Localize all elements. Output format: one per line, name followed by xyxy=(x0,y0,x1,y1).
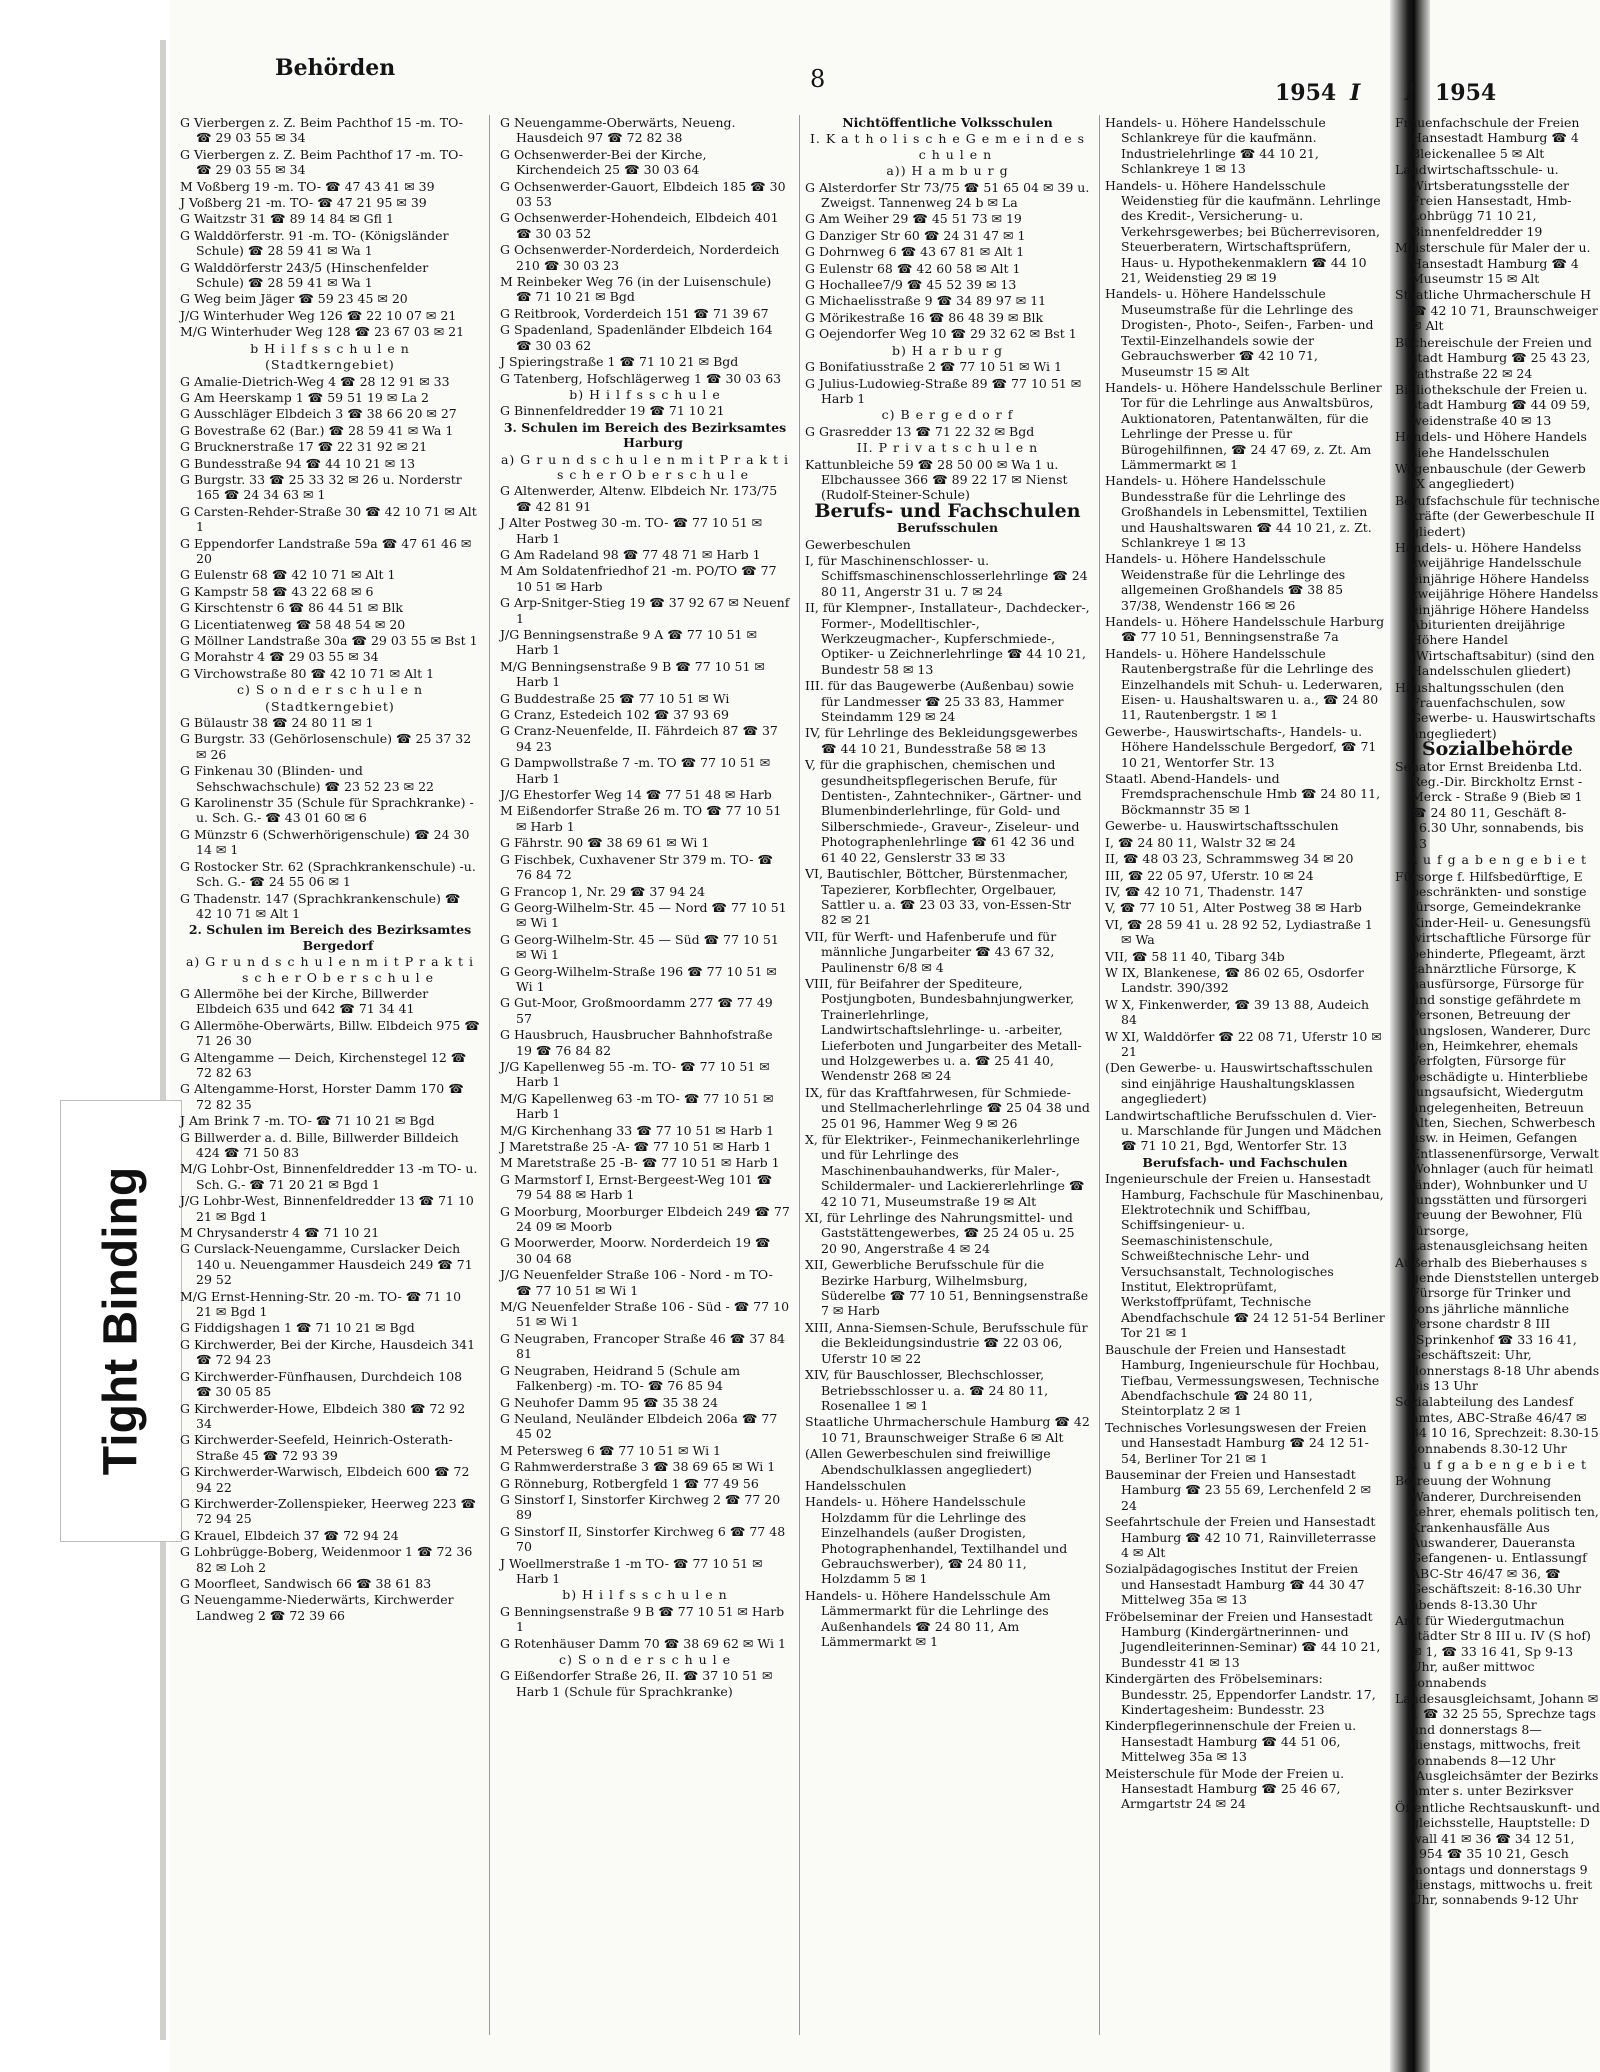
directory-entry: Handels- und Höhere Handels siehe Handelsschulen xyxy=(1395,429,1587,460)
directory-entry: G Dohrnweg 6 ☎ 43 67 81 ✉ Alt 1 xyxy=(805,244,1025,260)
directory-entry: G Möllner Landstraße 30a ☎ 29 03 55 ✉ Bst 1 xyxy=(180,633,478,648)
directory-entry: G Alsterdorfer Str 73/75 ☎ 51 65 04 ✉ 39 u. Zweigst. Tannenweg 24 b ✉ La xyxy=(805,179,1090,211)
directory-entry: Sozialbehörde xyxy=(1421,738,1574,761)
directory-entry: II. P r i v a t s c h u l e n xyxy=(856,440,1039,456)
directory-entry: G Grasredder 13 ☎ 71 22 32 ✉ Bgd xyxy=(805,423,1035,439)
directory-entry: VI, Bautischler, Böttcher, Bürstenmacher, Tapezierer, Korbflechter, Orgelbauer, Sattler u. a. ☎ 23 03 33, von-Essen-Str 82 ✉ 21 xyxy=(805,866,1072,928)
directory-entry: Landwirtschaftliche Berufsschulen d. Vier- u. Marschlande für Jungen und Mädchen ☎ 71 10 21, Bgd, Wentorfer Str. 13 xyxy=(1105,1107,1382,1154)
directory-entry: G Waitzstr 31 ☎ 89 14 84 ✉ Gfl 1 xyxy=(180,211,394,227)
directory-entry: G Reitbrook, Vorderdeich 151 ☎ 71 39 67 xyxy=(500,305,769,321)
directory-entry: W XI, Walddörfer ☎ 22 08 71, Uferstr 10 ✉ 21 xyxy=(1105,1028,1382,1059)
directory-entry: G Marmstorf I, Ernst-Bergeest-Weg 101 ☎ 79 54 88 ✉ Harb 1 xyxy=(500,1171,773,1203)
directory-entry: b) H a r b u r g xyxy=(891,342,1004,358)
directory-entry: II, ☎ 48 03 23, Schrammsweg 34 ✉ 20 xyxy=(1105,851,1354,867)
directory-entry: G Mörikestraße 16 ☎ 86 48 39 ✉ Blk xyxy=(805,309,1044,325)
directory-entry: Kinderpflegerinnenschule der Freien u. Hansestadt Hamburg ☎ 44 51 06, Mittelweg 35a ✉ 13 xyxy=(1105,1718,1357,1765)
directory-entry: G Moorwerder, Moorw. Norderdeich 19 ☎ 30 04 68 xyxy=(500,1235,771,1266)
directory-entry: J/G Neuenfelder Straße 106 - Nord - m TO- ☎ 77 10 51 ✉ Wi 1 xyxy=(500,1267,773,1298)
directory-entry: b) H i l f s s c h u l e n xyxy=(562,1587,728,1603)
left-margin xyxy=(0,0,170,2072)
directory-entry: b H i l f s s c h u l e n xyxy=(250,340,410,356)
directory-entry: G Ochsenwerder-Hohendeich, Elbdeich 401 ☎ 30 03 52 xyxy=(500,210,779,241)
directory-entry: G Hochallee7/9 ☎ 45 52 39 ✉ 13 xyxy=(805,277,1017,293)
directory-entry: G Licentiatenweg ☎ 58 48 54 ✉ 20 xyxy=(180,616,406,632)
directory-entry: Handels- u. Höhere Handelsschule Berliner Tor für die Lehrlinge aus Anwaltsbüros, Auktionatoren, Patentanwälten, für die Lehrlinge der Presse u. für Bürogehilfinnen, ☎ 24 47 69, z. Zt. Am Lämmermarkt ✉ 1 xyxy=(1105,379,1382,472)
directory-entry: G Am Weiher 29 ☎ 45 51 73 ✉ 19 xyxy=(805,211,1022,227)
directory-entry: Handels- u. Höhere Handelsschule Am Lämmermarkt für die Lehrlinge des Außenhandels ☎ 24 80 11, Am Lämmermarkt ✉ 1 xyxy=(805,1587,1051,1649)
directory-entry: G Georg-Wilhelm-Str. 45 — Süd ☎ 77 10 51 ✉ Wi 1 xyxy=(500,931,779,963)
column-1 xyxy=(180,115,480,1624)
directory-entry: Staatl. Abend-Handels- und Fremdsprachenschule Hmb ☎ 24 80 11, Böckmannstr 35 ✉ 1 xyxy=(1105,771,1381,817)
directory-entry: Technisches Vorlesungswesen der Freien und Hansestadt Hamburg ☎ 24 12 51-54, Berliner Tor 21 ✉ 1 xyxy=(1105,1419,1369,1466)
tight-binding-label xyxy=(60,1100,182,1542)
directory-entry: G Rönneburg, Rotbergfeld 1 ☎ 77 49 56 xyxy=(500,1475,759,1491)
directory-entry: Handels- u. Höhere Handelss zweijährige Handelsschule einjährige Höhere Handelss zweijährige Höhere Handelss einjährige Höhere Handelss Abiturienten dreijährige Höhere Handel (Wirtschaftsabitur) (sind den Handelsschulen gliedert) xyxy=(1395,539,1599,679)
directory-entry: G Hausbruch, Hausbrucher Bahnhofstraße 19 ☎ 76 84 82 xyxy=(500,1027,773,1058)
directory-entry: Frauenfachschule der Freien Hansestadt Hamburg ☎ 4 Bleickenallee 5 ✉ Alt xyxy=(1395,115,1580,161)
directory-entry: G Kirchwerder-Warwisch, Elbdeich 600 ☎ 72 94 22 xyxy=(180,1464,470,1495)
directory-entry: VI, ☎ 28 59 41 u. 28 92 52, Lydiastraße 1 ✉ Wa xyxy=(1105,916,1373,948)
directory-entry: J/G Winterhuder Weg 126 ☎ 22 10 07 ✉ 21 xyxy=(180,307,457,323)
column-4 xyxy=(1105,115,1385,1813)
directory-entry: Öffentliche Rechtsauskunft- und gleichsstelle, Hauptstelle: D wall 41 ✉ 36 ☎ 34 12 51, 1954 ☎ 35 10 21, Gesch montags und donnerstags 9 dienstags, mittwochs u. freit Uhr, sonnabends 9-12 Uhr xyxy=(1395,1799,1600,1908)
directory-entry: G Danziger Str 60 ☎ 24 31 47 ✉ 1 xyxy=(805,227,1026,243)
directory-entry: Betreuung der Wohnung Wanderer, Durchreisenden kehrer, ehemals politisch ten, Krankenhausfälle Aus Auswanderer, Daueransta Gefangenen- u. Entlassungf ABC-Str 46/47 ✉ 36, ☎ Geschäftszeit: 8-16.30 Uhr abends 8-13.30 Uhr xyxy=(1395,1473,1599,1612)
directory-entry: G Allermöhe-Oberwärts, Billw. Elbdeich 975 ☎ 71 26 30 xyxy=(180,1017,480,1049)
directory-entry: M/G Kirchenhang 33 ☎ 77 10 51 ✉ Harb 1 xyxy=(500,1122,775,1138)
directory-entry: G Rostocker Str. 62 (Sprachkrankenschule) -u. Sch. G.- ☎ 24 55 06 ✉ 1 xyxy=(180,858,476,890)
directory-entry: V, ☎ 77 10 51, Alter Postweg 38 ✉ Harb xyxy=(1105,900,1362,916)
directory-entry: G Gut-Moor, Großmoordamm 277 ☎ 77 49 57 xyxy=(500,995,773,1026)
directory-entry: M/G Neuenfelder Straße 106 - Süd - ☎ 77 10 51 ✉ Wi 1 xyxy=(500,1299,790,1330)
directory-entry: Nichtöffentliche Volksschulen xyxy=(842,115,1053,130)
year-label: 1954 xyxy=(1275,80,1337,106)
directory-entry: Büchereischule der Freien und stadt Hamburg ☎ 25 43 23, rathstraße 22 ✉ 24 xyxy=(1395,334,1592,381)
directory-entry: G Eulenstr 68 ☎ 42 60 58 ✉ Alt 1 xyxy=(805,260,1021,276)
facing-section-mark: I xyxy=(1405,80,1416,106)
directory-entry: W X, Finkenwerder, ☎ 39 13 88, Audeich 84 xyxy=(1105,996,1370,1028)
directory-entry: G Bovestraße 62 (Bar.) ☎ 28 59 41 ✉ Wa 1 xyxy=(180,422,454,438)
directory-entry: I. K a t h o l i s c h e G e m e i n d e s c h u l e n xyxy=(809,131,1086,162)
directory-entry: 2. Schulen im Bereich des Bezirksamtes Bergedorf xyxy=(188,922,472,953)
directory-entry: XIV, für Bauschlosser, Blechschlosser, Betriebsschlosser u. a. ☎ 24 80 11, Rosenallee 1 ✉ 1 xyxy=(805,1367,1049,1413)
directory-entry: G Rotenhäuser Damm 70 ☎ 38 69 62 ✉ Wi 1 xyxy=(500,1635,786,1651)
page-edge xyxy=(160,40,166,2040)
directory-entry: IV, für Lehrlinge des Bekleidungsgewerbes ☎ 44 10 21, Bundesstraße 58 ✉ 13 xyxy=(805,725,1078,756)
directory-entry: G Curslack-Neuengamme, Curslacker Deich 140 u. Neuengammer Hausdeich 249 ☎ 71 29 52 xyxy=(180,1241,473,1288)
directory-entry: G Vierbergen z. Z. Beim Pachthof 15 -m. TO- ☎ 29 03 55 ✉ 34 xyxy=(180,115,464,146)
directory-entry: G Altengamme — Deich, Kirchenstegel 12 ☎ 72 82 63 xyxy=(180,1049,467,1080)
directory-entry: Bauseminar der Freien und Hansestadt Hamburg ☎ 23 55 69, Lerchenfeld 2 ✉ 24 xyxy=(1105,1466,1371,1513)
directory-entry: XI, für Lehrlinge des Nahrungsmittel- und Gaststättengewerbes, ☎ 25 24 05 u. 25 20 90, Angerstraße 4 ✉ 24 xyxy=(805,1210,1075,1256)
directory-entry: Handels- u. Höhere Handelsschule Museumstraße für die Lehrlinge des Drogisten-, Photo-, Seifen-, Farben- und Textil-Einzelhandels sowie der Gebrauchswerber ☎ 42 10 71, Museumstr 15 ✉ Alt xyxy=(1105,286,1374,379)
directory-entry: c) S o n d e r s c h u l e xyxy=(559,1652,731,1667)
directory-entry: G Allermöhe bei der Kirche, Billwerder Elbdeich 635 und 642 ☎ 71 34 41 xyxy=(180,985,429,1017)
directory-entry: G Fischbek, Cuxhavener Str 379 m. TO- ☎ 76 84 72 xyxy=(500,851,774,883)
directory-entry: G Dampwollstraße 7 -m. TO ☎ 77 10 51 ✉ Harb 1 xyxy=(500,755,771,786)
directory-entry: M Maretstraße 25 -B- ☎ 77 10 51 ✉ Harb 1 xyxy=(500,1155,780,1171)
directory-entry: G Morahstr 4 ☎ 29 03 55 ✉ 34 xyxy=(180,649,379,665)
directory-entry: I, ☎ 24 80 11, Walstr 32 ✉ 24 xyxy=(1105,834,1296,850)
directory-entry: M/G Kapellenweg 63 -m TO- ☎ 77 10 51 ✉ Harb 1 xyxy=(500,1090,774,1122)
directory-entry: G Neugraben, Francoper Straße 46 ☎ 37 84 81 xyxy=(500,1330,786,1362)
directory-entry: G Benningsenstraße 9 B ☎ 77 10 51 ✉ Harb 1 xyxy=(500,1603,785,1635)
directory-entry: c) B e r g e d o r f xyxy=(881,407,1014,423)
directory-entry: M Am Soldatenfriedhof 21 -m. PO/TO ☎ 77 10 51 ✉ Harb xyxy=(500,563,777,594)
directory-entry: Kattunbleiche 59 ☎ 28 50 00 ✉ Wa 1 u. Elbchaussee 366 ☎ 89 22 17 ✉ Nienst (Rudolf-Steiner-Schule) xyxy=(805,456,1068,503)
directory-entry: G Georg-Wilhelm-Straße 196 ☎ 77 10 51 ✉ Wi 1 xyxy=(500,963,777,994)
directory-entry: Kindergärten des Fröbelseminars: Bundesstr. 25, Eppendorfer Landstr. 17, Kindertagesheim: Bundesstr. 23 xyxy=(1105,1671,1376,1718)
directory-entry: G Kirchwerder-Fünfhausen, Durchdeich 108 ☎ 30 05 85 xyxy=(180,1368,463,1400)
directory-entry: Gewerbe- u. Hauswirtschaftsschulen xyxy=(1105,818,1339,834)
directory-entry: Amt für Wiedergutmachun städter Str 8 III u. IV (S hof) ✉ 1, ☎ 33 16 41, Sp 9-13 Uhr, außer mittwoc sonnabends xyxy=(1395,1613,1591,1690)
directory-entry: G Julius-Ludowieg-Straße 89 ☎ 77 10 51 ✉ Harb 1 xyxy=(805,375,1082,406)
directory-entry: G Neuengamme-Oberwärts, Neueng. Hausdeich 97 ☎ 72 82 38 xyxy=(500,115,736,146)
directory-entry: J/G Kapellenweg 55 -m. TO- ☎ 77 10 51 ✉ Harb 1 xyxy=(500,1058,770,1090)
directory-entry: W IX, Blankenese, ☎ 86 02 65, Osdorfer Landstr. 390/392 xyxy=(1105,964,1364,996)
directory-entry: G Vierbergen z. Z. Beim Pachthof 17 -m. TO- ☎ 29 03 55 ✉ 34 xyxy=(180,146,464,178)
directory-entry: G Francop 1, Nr. 29 ☎ 37 94 24 xyxy=(500,883,706,899)
directory-entry: G Altengamme-Horst, Horster Damm 170 ☎ 72 82 35 xyxy=(180,1081,464,1112)
directory-entry: G Buddestraße 25 ☎ 77 10 51 ✉ Wi xyxy=(500,690,730,706)
directory-entry: G Eulenstr 68 ☎ 42 10 71 ✉ Alt 1 xyxy=(180,567,396,583)
directory-entry: Sozialpädagogisches Institut der Freien und Hansestadt Hamburg ☎ 44 30 47 Mittelweg 35a ✉ 13 xyxy=(1105,1561,1365,1608)
directory-entry: III. für das Baugewerbe (Außenbau) sowie für Landmesser ☎ 25 33 83, Hammer Steindamm 129 ✉ 24 xyxy=(805,678,1074,725)
directory-entry: c) S o n d e r s c h u l e n xyxy=(236,682,423,698)
directory-entry: G Kampstr 58 ☎ 43 22 68 ✉ 6 xyxy=(180,583,374,599)
directory-entry: Landesausgleichsamt, Johann ✉ 1 ☎ 32 25 55, Sprechze tags und donnerstags 8— dienstags, mittwochs, freit sonnabends 8—12 Uhr (Ausgleichsämter der Bezirks ämter s. unter Bezirksver xyxy=(1395,1691,1599,1799)
directory-entry: G Bonifatiusstraße 2 ☎ 77 10 51 ✉ Wi 1 xyxy=(805,359,1062,375)
directory-entry: a)) H a m b u r g xyxy=(886,163,1009,179)
directory-entry: G Am Heerskamp 1 ☎ 59 51 19 ✉ La 2 xyxy=(180,389,429,405)
directory-entry: G Michaelisstraße 9 ☎ 34 89 97 ✉ 11 xyxy=(805,293,1047,309)
directory-entry: IV, ☎ 42 10 71, Thadenstr. 147 xyxy=(1105,883,1304,899)
directory-entry: G Lohbrügge-Boberg, Weidenmoor 1 ☎ 72 36 82 ✉ Loh 2 xyxy=(180,1544,473,1575)
directory-entry: G Altenwerder, Altenw. Elbdeich Nr. 173/75 ☎ 42 81 91 xyxy=(500,483,778,514)
directory-entry: VIII, für Beifahrer der Spediteure, Postjungboten, Bundesbahnjungwerker, Trainerlehrlinge, Landwirtschaftslehrlinge- u. -arbeiter, Lieferboten und Jungarbeiter des Metall- und Holzgewerbes u. a. ☎ 25 41 40, Wendenstr 268 ✉ 24 xyxy=(805,975,1082,1084)
directory-entry: G Georg-Wilhelm-Str. 45 — Nord ☎ 77 10 51 ✉ Wi 1 xyxy=(500,899,787,931)
directory-entry: G Brucknerstraße 17 ☎ 22 31 92 ✉ 21 xyxy=(180,439,428,455)
directory-entry: J Am Brink 7 -m. TO- ☎ 71 10 21 ✉ Bgd xyxy=(180,1113,435,1129)
directory-entry: J Voßberg 21 -m. TO- ☎ 47 21 95 ✉ 39 xyxy=(180,195,427,211)
directory-entry: Fröbelseminar der Freien und Hansestadt Hamburg (Kindergärtnerinnen- und Jugendleiterinnen-Seminar) ☎ 44 10 21, Bundesstr 41 ✉ 13 xyxy=(1105,1608,1381,1670)
directory-entry: III, ☎ 22 05 97, Uferstr. 10 ✉ 24 xyxy=(1105,867,1314,883)
directory-entry: M/G Ernst-Henning-Str. 20 -m. TO- ☎ 71 10 21 ✉ Bgd 1 xyxy=(180,1288,462,1320)
directory-entry: Sozialabteilung des Landesf amtes, ABC-Straße 46/47 ✉ 34 10 16, Sprechzeit: 8.30-15 sonnabends 8.30-12 Uhr xyxy=(1395,1394,1599,1456)
directory-entry: a) G r u n d s c h u l e n m i t P r a k t i s c h e r O b e r s c h u l e xyxy=(185,954,475,985)
directory-entry: Handels- u. Höhere Handelsschule Weidenstieg für die kaufmänn. Lehrlinge des Kredit-, Versicherung- u. Verkehrsgewerbes; bei Bücherrevisoren, Steuerberatern, Wirtschaftsprüfern, Haus- u. Hypothekenmaklern ☎ 44 10 21, Weidenstieg 29 ✉ 19 xyxy=(1105,177,1381,286)
directory-entry: G Ochsenwerder-Bei der Kirche, Kirchendeich 25 ☎ 30 03 64 xyxy=(500,146,707,178)
directory-entry: I, für Maschinenschlosser- u. Schiffsmaschinenschlosserlehrlinge ☎ 24 80 11, Angerstr 31 u. 7 ✉ 24 xyxy=(805,552,1088,599)
directory-entry: Berufs- und Fachschulen xyxy=(814,499,1081,522)
directory-entry: G Neuengamme-Niederwärts, Kirchwerder Landweg 2 ☎ 72 39 66 xyxy=(180,1592,454,1623)
directory-entry: G Oejendorfer Weg 10 ☎ 29 32 62 ✉ Bst 1 xyxy=(805,326,1077,342)
directory-entry: M Eißendorfer Straße 26 m. TO ☎ 77 10 51 ✉ Harb 1 xyxy=(500,803,782,834)
directory-entry: G Arp-Snitger-Stieg 19 ☎ 37 92 67 ✉ Neuenf 1 xyxy=(500,595,790,626)
tight-binding-text: Tight Binding xyxy=(94,1166,148,1476)
directory-entry: G Moorburg, Moorburger Elbdeich 249 ☎ 77 24 09 ✉ Moorb xyxy=(500,1203,790,1235)
directory-entry: II, für Klempner-, Installateur-, Dachdecker-, Former-, Modelltischler-, Werkzeugmacher-, Kupferschmiede-, Optiker- u Zeichnerlehrlinge ☎ 44 10 21, Bundestr 58 ✉ 13 xyxy=(805,600,1090,677)
directory-entry: G Ochsenwerder-Gauort, Elbdeich 185 ☎ 30 03 53 xyxy=(500,178,786,210)
directory-entry: G Binnenfeldredder 19 ☎ 71 10 21 xyxy=(500,403,725,419)
directory-entry: Fürsorge f. Hilfsbedürftige, E beschränkten- und sonstige fürsorge, Gemeindekranke Kinder-Heil- u. Genesungsfü wirtschaftliche Fürsorge für behinderte, Pflegeamt, ärzt zahnärztliche Fürsorge, K hausfürsorge, Fürsorge für und sonstige gefährdete m Personen, Betreuung der nungslosen, Wanderer, Durc den, Heimkehrer, ehemals Verfolgten, Fürsorge für beschädigte u. Hinterbliebe tungsaufsicht, Wiedergutm angelegenheiten, Betreuun Alten, Siechen, Schwerbesch usw. in Heimen, Gefangen Entlassenenfürsorge, Verwalt Wohnlager (auch für heimatl länder), Wohnbunker und U tungsstätten und fürsorgeri treuung der Bewohner, Flü fürsorge, Lastenausgleichsang heiten xyxy=(1395,868,1599,1254)
directory-entry: G Neugraben, Heidrand 5 (Schule am Falkenberg) -m. TO- ☎ 76 85 94 xyxy=(500,1362,741,1394)
directory-entry: VII, ☎ 58 11 40, Tibarg 34b xyxy=(1105,948,1285,964)
directory-entry: J Alter Postweg 30 -m. TO- ☎ 77 10 51 ✉ Harb 1 xyxy=(500,515,763,546)
directory-entry: J Spieringstraße 1 ☎ 71 10 21 ✉ Bgd xyxy=(500,354,739,370)
directory-entry: G Neuhofer Damm 95 ☎ 35 38 24 xyxy=(500,1394,719,1410)
directory-entry: a) G r u n d s c h u l e n m i t P r a k t i s c h e r O b e r s c h u l e xyxy=(500,451,790,482)
directory-entry: 3. Schulen im Bereich des Bezirksamtes Harburg xyxy=(503,419,787,451)
page-title: Behörden xyxy=(275,55,396,81)
directory-entry: Berufsfach- und Fachschulen xyxy=(1142,1154,1348,1170)
directory-entry: A u f g a b e n g e b i e t xyxy=(1407,852,1588,868)
directory-entry: M Petersweg 6 ☎ 77 10 51 ✉ Wi 1 xyxy=(500,1442,722,1458)
directory-entry: G Sinstorf II, Sinstorfer Kirchweg 6 ☎ 77 48 70 xyxy=(500,1523,786,1555)
directory-entry: J Woellmerstraße 1 -m TO- ☎ 77 10 51 ✉ Harb 1 xyxy=(500,1555,763,1586)
directory-entry: G Tatenberg, Hofschlägerweg 1 ☎ 30 03 63 xyxy=(500,370,782,386)
directory-entry: G Walddörferstr. 91 -m. TO- (Königsländer Schule) ☎ 28 59 41 ✉ Wa 1 xyxy=(180,227,449,259)
directory-entry: J Maretstraße 25 -A- ☎ 77 10 51 ✉ Harb 1 xyxy=(500,1139,772,1154)
directory-entry: G Fährstr. 90 ☎ 38 69 61 ✉ Wi 1 xyxy=(500,835,710,851)
directory-entry: M Chrysanderstr 4 ☎ 71 10 21 xyxy=(180,1225,380,1241)
directory-entry: Handels- u. Höhere Handelsschule Bundesstraße für die Lehrlinge des Großhandels in Lebensmittel, Textilien und Haushaltswaren ☎ 44 10 21, z. Zt. Schlankreye 1 ✉ 13 xyxy=(1105,473,1372,550)
directory-entry: XII, Gewerbliche Berufsschule für die Bezirke Harburg, Wilhelmsburg, Süderelbe ☎ 77 10 51, Benningsenstraße 7 ✉ Harb xyxy=(805,1257,1089,1319)
directory-entry: Bauschule der Freien und Hansestadt Hamburg, Ingenieurschule für Hochbau, Tiefbau, Vermessungswesen, Technische Abendfachschule ☎ 24 80 11, Steintorplatz 2 ✉ 1 xyxy=(1105,1341,1380,1419)
directory-entry: Handels- u. Höhere Handelsschule Holzdamm für die Lehrlinge des Einzelhandels (außer Drogisten, Photographenhandel, Textilhandel und Gebrauchswerber), ☎ 24 80 11, Holzdamm 5 ✉ 1 xyxy=(805,1494,1068,1587)
directory-entry: Berufsfachschule für technische kräfte (der Gewerbeschule II gliedert) xyxy=(1395,492,1600,539)
column-3 xyxy=(805,115,1090,1650)
directory-entry: G Eppendorfer Landstraße 59a ☎ 47 61 46 ✉ 20 xyxy=(180,535,472,566)
directory-entry: M Voßberg 19 -m. TO- ☎ 47 43 41 ✉ 39 xyxy=(180,178,435,194)
facing-year-label: 1954 xyxy=(1435,80,1497,106)
directory-entry: G Weg beim Jäger ☎ 59 23 45 ✉ 20 xyxy=(180,291,408,307)
directory-entry: Ingenieurschule der Freien u. Hansestadt Hamburg, Fachschule für Maschinenbau, Elektrotechnik und Schiffbau, Schiffsingenieur- u. Seemaschinistenschule, Schweißtechnische Lehr- und Versuchsanstalt, Technologisches Institut, Elektroprüfamt, Werkstoffprüfamt, Technische Abendfachschule ☎ 24 12 51-54 Berliner Tor 21 ✉ 1 xyxy=(1105,1171,1385,1341)
directory-entry: Staatliche Uhrmacherschule Hamburg ☎ 42 10 71, Braunschweiger Straße 6 ✉ Alt xyxy=(805,1414,1090,1445)
directory-entry: G Burgstr. 33 (Gehörlosenschule) ☎ 25 37 32 ✉ 26 xyxy=(180,731,472,762)
directory-entry: G Kirchwerder, Bei der Kirche, Hausdeich 341 ☎ 72 94 23 xyxy=(180,1336,476,1368)
directory-entry: A u f g a b e n g e b i e t xyxy=(1407,1456,1588,1472)
directory-entry: G Krauel, Elbdeich 37 ☎ 72 94 24 xyxy=(180,1527,399,1543)
section-mark: I xyxy=(1350,80,1361,106)
column-2 xyxy=(500,115,790,1700)
directory-entry: G Bundesstraße 94 ☎ 44 10 21 ✉ 13 xyxy=(180,455,416,471)
directory-entry: Haushaltungsschulen (den Frauenfachschulen, sow Gewerbe- u. Hauswirtschafts angegliedert) xyxy=(1395,679,1596,741)
directory-entry: G Spadenland, Spadenländer Elbdeich 164 ☎ 30 03 62 xyxy=(500,322,773,353)
directory-entry: M/G Benningsenstraße 9 B ☎ 77 10 51 ✉ Harb 1 xyxy=(500,658,765,690)
directory-entry: Meisterschule für Maler der u. Hansestadt Hamburg ☎ 4 Museumstr 15 ✉ Alt xyxy=(1395,240,1591,287)
directory-entry: V, für die graphischen, chemischen und gesundheitspflegerischen Berufe, für Dentisten-, Zahntechniker-, Gärtner- und Blumenbinderlehrlinge, für Gold- und Silberschmiede-, Graveur-, Ziseleur- und Photographenlehrlinge ☎ 61 42 36 und 61 40 22, Genslerstr 33 ✉ 33 xyxy=(805,757,1082,865)
facing-page xyxy=(1395,55,1600,2040)
directory-entry: G Moorfleet, Sandwisch 66 ☎ 38 61 83 xyxy=(180,1575,432,1591)
directory-entry: (Allen Gewerbeschulen sind freiwillige Abendschulklassen angegliedert) xyxy=(805,1446,1051,1477)
directory-entry: (Stadtkerngebiet) xyxy=(265,698,395,714)
directory-entry: G Rahmwerderstraße 3 ☎ 38 69 65 ✉ Wi 1 xyxy=(500,1459,776,1475)
directory-entry: Handels- u. Höhere Handelsschule Harburg ☎ 77 10 51, Benningsenstraße 7a xyxy=(1105,614,1385,645)
directory-entry: VII, für Werft- und Hafenberufe und für männliche Jungarbeiter ☎ 43 67 32, Paulinenstr 6/8 ✉ 4 xyxy=(805,928,1057,975)
directory-entry: G Burgstr. 33 ☎ 25 33 32 ✉ 26 u. Norderstr 165 ☎ 24 34 63 ✉ 1 xyxy=(180,471,462,503)
directory-entry: J/G Benningsenstraße 9 A ☎ 77 10 51 ✉ Harb 1 xyxy=(500,627,757,658)
directory-entry: Außerhalb des Bieberhauses s gende Dienststellen untergeb Fürsorge für Trinker und sons jährliche männliche Persone chardstr 8 III (Sprinkenhof ☎ 33 16 41, Geschäftszeit: Uhr, donnerstags 8-18 Uhr abends bis 13 Uhr xyxy=(1395,1254,1600,1393)
directory-page xyxy=(180,55,1385,2040)
directory-entry: G Walddörferstr 243/5 (Hinschenfelder Schule) ☎ 28 59 41 ✉ Wa 1 xyxy=(180,259,429,291)
directory-entry: M Reinbeker Weg 76 (in der Luisenschule) ☎ 71 10 21 ✉ Bgd xyxy=(500,274,772,305)
directory-entry: G Bülaustr 38 ☎ 24 80 11 ✉ 1 xyxy=(180,715,374,731)
page-number: 8 xyxy=(810,65,826,93)
directory-entry: X, für Elektriker-, Feinmechanikerlehrlinge und für Lehrlinge des Maschinenbauhandwerks, für Maler-, Schildermaler- und Lackiererlehrlinge ☎ 42 10 71, Museumstraße 19 ✉ Alt xyxy=(805,1132,1085,1209)
directory-entry: G Eißendorfer Straße 26, II. ☎ 37 10 51 ✉ Harb 1 (Schule für Sprachkranke) xyxy=(500,1668,773,1699)
directory-entry: (Den Gewerbe- u. Hauswirtschaftsschulen sind einjährige Haushaltungsklassen angegliedert) xyxy=(1105,1060,1373,1107)
directory-entry: (Stadtkerngebiet) xyxy=(265,357,395,373)
directory-entry: Staatliche Uhrmacherschule H ☎ 42 10 71, Braunschweiger ✉ Alt xyxy=(1395,287,1598,334)
directory-entry: J/G Lohbr-West, Binnenfeldredder 13 ☎ 71 10 21 ✉ Bgd 1 xyxy=(180,1193,474,1224)
directory-entry: Gewerbe-, Hauswirtschafts-, Handels- u. Höhere Handelsschule Bergedorf, ☎ 71 10 21, Wentorfer Str. 13 xyxy=(1105,723,1377,770)
directory-entry: Wagenbauschule (der Gewerb IX angegliedert) xyxy=(1395,460,1586,492)
column-5 xyxy=(1395,115,1600,1909)
directory-entry: Handels- u. Höhere Handelsschule Rautenbergstraße für die Lehrlinge des Einzelhandels mit Schuh- u. Lederwaren, Eisen- u. Haushaltswaren u. a., ☎ 24 80 11, Rautenbergstr. 1 ✉ 1 xyxy=(1105,645,1383,723)
directory-entry: M/G Winterhuder Weg 128 ☎ 23 67 03 ✉ 21 xyxy=(180,324,465,340)
directory-entry: G Kirchwerder-Seefeld, Heinrich-Osterath-Straße 45 ☎ 72 93 39 xyxy=(180,1432,453,1463)
directory-entry: G Karolinenstr 35 (Schule für Sprachkranke) -u. Sch. G.- ☎ 43 01 60 ✉ 6 xyxy=(180,795,474,826)
directory-entry: G Kirschtenstr 6 ☎ 86 44 51 ✉ Blk xyxy=(180,600,403,616)
directory-entry: G Sinstorf I, Sinstorfer Kirchweg 2 ☎ 77 20 89 xyxy=(500,1491,781,1523)
directory-entry: G Neuland, Neuländer Elbdeich 206a ☎ 77 45 02 xyxy=(500,1410,778,1442)
directory-entry: G Ausschläger Elbdeich 3 ☎ 38 66 20 ✉ 27 xyxy=(180,406,457,422)
directory-entry: Landwirtschaftsschule- u. Wirtsberatungsstelle der Freien Hansestadt, Hmb-Lohbrügg 71 10 21, Binnenfeldredder 19 xyxy=(1395,162,1572,239)
directory-entry: IX, für das Kraftfahrwesen, für Schmiede- und Stellmacherlehrlinge ☎ 25 04 38 und 25 01 96, Hammer Weg 9 ✉ 26 xyxy=(805,1084,1090,1131)
directory-entry: Senator Ernst Breidenba Ltd. Reg.-Dir. Birckholtz Ernst - Merck - Straße 9 (Bieb ✉ 1 ☎ 24 80 11, Geschäft 8-16.30 Uhr, sonnabends, bis 13 xyxy=(1395,758,1584,851)
directory-entry: G Virchowstraße 80 ☎ 42 10 71 ✉ Alt 1 xyxy=(180,665,435,681)
directory-entry: G Carsten-Rehder-Straße 30 ☎ 42 10 71 ✉ Alt 1 xyxy=(180,503,477,535)
directory-entry: Seefahrtschule der Freien und Hansestadt Hamburg ☎ 42 10 71, Rainvilleterrasse 4 ✉ Alt xyxy=(1105,1514,1377,1560)
directory-entry: G Billwerder a. d. Bille, Billwerder Billdeich 424 ☎ 71 50 83 xyxy=(180,1129,459,1160)
directory-entry: XIII, Anna-Siemsen-Schule, Berufsschule für die Bekleidungsindustrie ☎ 22 03 06, Uferstr 10 ✉ 22 xyxy=(805,1319,1088,1366)
directory-entry: Handels- u. Höhere Handelsschule Weidenstraße für die Lehrlinge des allgemeinen Großhandels ☎ 38 85 37/38, Wendenstr 166 ✉ 26 xyxy=(1105,551,1346,613)
directory-entry: G Am Radeland 98 ☎ 77 48 71 ✉ Harb 1 xyxy=(500,546,761,562)
directory-entry: Handels- u. Höhere Handelsschule Schlankreye für die kaufmänn. Industrielehrlinge ☎ 44 10 21, Schlankreye 1 ✉ 13 xyxy=(1105,115,1326,177)
directory-entry: Berufsschulen xyxy=(896,520,999,536)
directory-entry: G Finkenau 30 (Blinden- und Sehschwachschule) ☎ 23 52 23 ✉ 22 xyxy=(180,763,434,794)
directory-entry: G Münzstr 6 (Schwerhörigenschule) ☎ 24 30 14 ✉ 1 xyxy=(180,826,470,858)
directory-entry: Handelsschulen xyxy=(805,1477,907,1493)
directory-entry: Gewerbeschulen xyxy=(805,536,911,552)
directory-entry: J/G Ehestorfer Weg 14 ☎ 77 51 48 ✉ Harb xyxy=(500,787,772,803)
directory-entry: G Cranz-Neuenfelde, II. Fährdeich 87 ☎ 37 94 23 xyxy=(500,723,778,754)
directory-entry: Meisterschule für Mode der Freien u. Hansestadt Hamburg ☎ 25 46 67, Armgartstr 24 ✉ 24 xyxy=(1105,1765,1345,1812)
directory-entry: Bibliothekschule der Freien u. stadt Hamburg ☎ 44 09 59, weidenstraße 40 ✉ 13 xyxy=(1395,381,1591,428)
directory-entry: G Ochsenwerder-Norderdeich, Norderdeich 210 ☎ 30 03 23 xyxy=(500,242,780,273)
directory-entry: G Cranz, Estedeich 102 ☎ 37 93 69 xyxy=(500,707,729,723)
directory-entry: G Fiddigshagen 1 ☎ 71 10 21 ✉ Bgd xyxy=(180,1320,415,1336)
directory-entry: G Kirchwerder-Zollenspieker, Heerweg 223 ☎ 72 94 25 xyxy=(180,1495,477,1527)
directory-entry: G Amalie-Dietrich-Weg 4 ☎ 28 12 91 ✉ 33 xyxy=(180,373,450,389)
directory-entry: G Kirchwerder-Howe, Elbdeich 380 ☎ 72 92 34 xyxy=(180,1400,466,1431)
directory-entry: b) H i l f s s c h u l e xyxy=(569,386,721,402)
directory-entry: G Thadenstr. 147 (Sprachkrankenschule) ☎ 42 10 71 ✉ Alt 1 xyxy=(180,890,461,921)
directory-entry: M/G Lohbr-Ost, Binnenfeldredder 13 -m TO- u. Sch. G.- ☎ 71 20 21 ✉ Bgd 1 xyxy=(180,1161,478,1192)
